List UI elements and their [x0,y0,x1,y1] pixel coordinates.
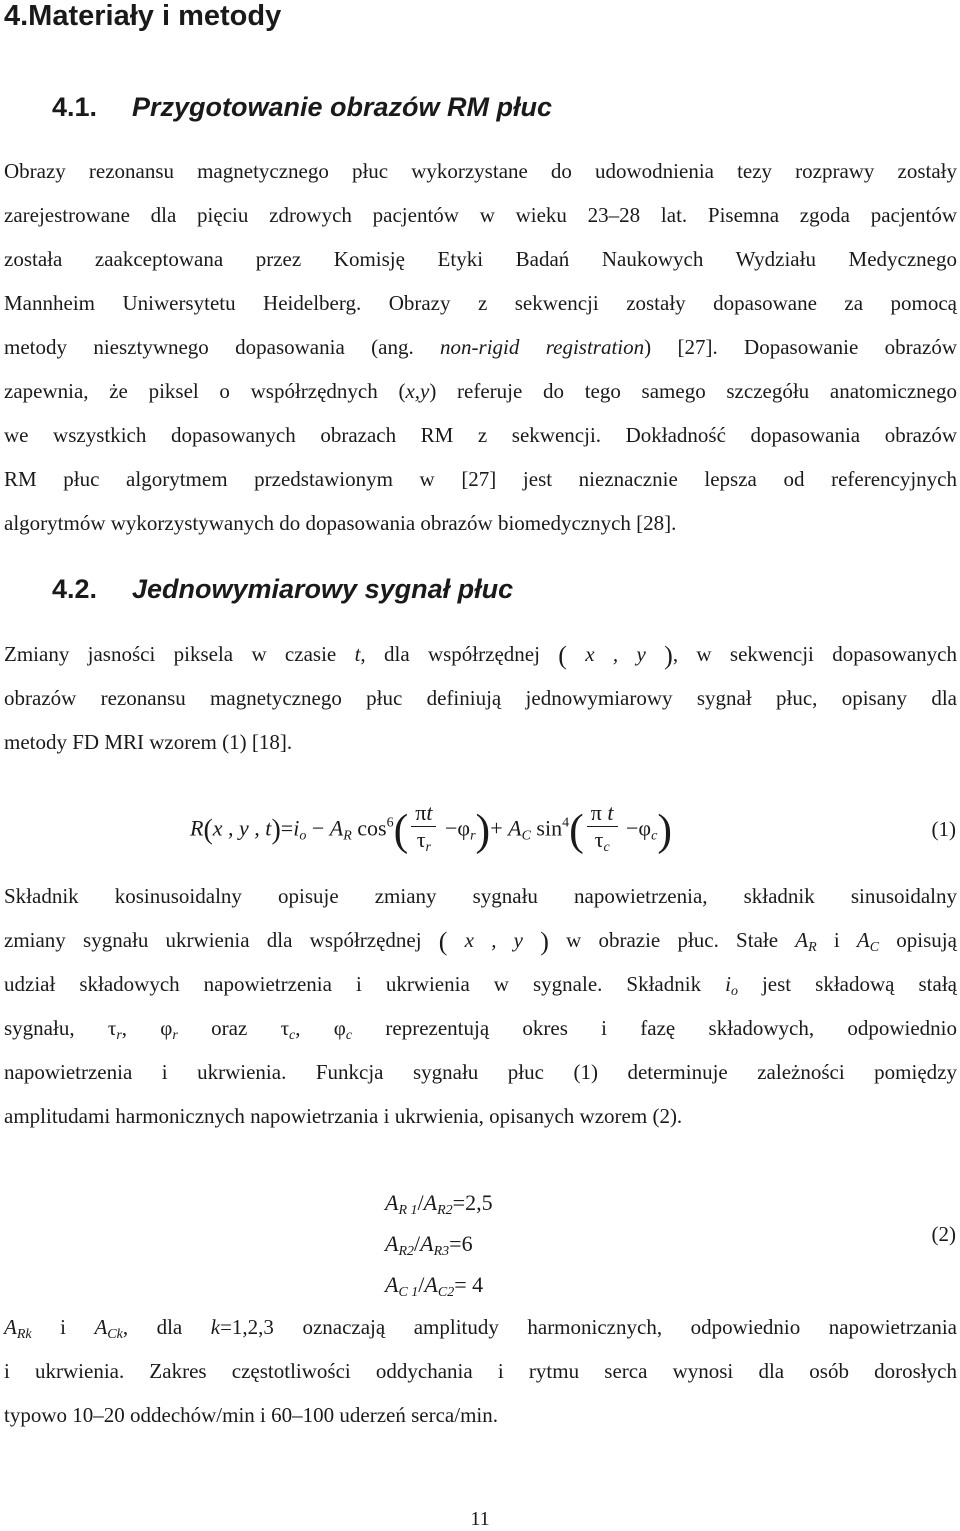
text-line: we wszystkich dopasowanych obrazach RM z sekwencji. Dokładność dopasowania obrazów [4,423,957,447]
equation-2: $A_{R 1}/A_{R2}=2,5$ $A_{R2}/A_{R3}=6$ $A_{C 1}/A_{C2}= 4$ [385,1190,493,1300]
section-heading-4-2 [52,574,513,605]
text-line: zarejestrowane dla pięciu zdrowych pacjentów w wieku 23–28 lat. Pisemna zgoda pacjentów [4,203,957,227]
paragraph-2 [4,632,957,764]
equation-1: R(x , y , $t)=i_o - A_R$ $\cos^6$( $\frac{\pi t}{\tau_r}$ $-\varphi_r)+ A_C$ $\sin^4$( $\frac{\text{π t}}{\tau_c}$ $-\varphi_c$) [190,800,672,855]
text-line: metody FD MRI wzorem (1) [18]. [4,730,293,754]
text-line: RM płuc algorytmem przedstawionym w [27] jest nieznacznie lepsza od referencyjnych [4,467,957,491]
equation-2-number: (2) [931,1222,956,1246]
text-line: Mannheim Uniwersytetu Heidelberg. Obrazy z sekwencji zostały dopasowane za pomocą [4,291,957,315]
page-number: 11 [470,1508,490,1530]
text-line: $A_{Rk}$ i $A_{Ck}$, dla k=1,2,3 oznaczają amplitudy harmonicznych, odpowiednio napowietrzania [4,1315,957,1342]
text-line: napowietrzenia i ukrwienia. Funkcja sygnału płuc (1) determinuje zależności pomiędzy [4,1060,957,1084]
text-line: udział składowych napowietrzenia i ukrwienia w sygnale. Składnik $i_o$ jest składową stałą [4,972,957,999]
text-line: metody niesztywnego dopasowania (ang. non-rigid registration) [27]. Dopasowanie obrazów [4,335,957,359]
text-line: typowo 10–20 oddechów/min i 60–100 uderzeń serca/min. [4,1403,498,1427]
text-line: zmiany sygnału ukrwienia dla współrzędnej ( x , y ) w obrazie płuc. Stałe $A_R$ i $A_C$ opisują [4,927,957,957]
chapter-heading: 4.Materiały i metody [4,0,282,32]
text-line: Składnik kosinusoidalny opisuje zmiany sygnału napowietrzenia, składnik sinusoidalny [4,884,957,908]
text-line: amplitudami harmonicznych napowietrzania i ukrwienia, opisanych wzorem (2). [4,1104,683,1128]
english-term: non-rigid registration [440,335,645,359]
section-title: Jednowymiarowy sygnał płuc [132,574,514,604]
section-heading-4-1 [52,92,552,123]
text-line: obrazów rezonansu magnetycznego płuc definiują jednowymiarowy sygnał płuc, opisany dla [4,686,957,710]
section-number: 4.2. [52,574,98,604]
paragraph-4 [4,1305,957,1437]
paragraph-1 [4,149,957,545]
section-title: Przygotowanie obrazów RM płuc [132,92,553,122]
text-line: i ukrwienia. Zakres częstotliwości oddychania i rytmu serca wynosi dla osób dorosłych [4,1359,957,1383]
text-line: zapewnia, że piksel o współrzędnych (x,y) referuje do tego samego szczegółu anatomicznego [4,379,957,403]
text-line: Obrazy rezonansu magnetycznego płuc wykorzystane do udowodnienia tezy rozprawy zostały [4,159,957,183]
coordinate-term: x,y [405,379,430,403]
text-line: sygnału, $\tau_r$, $\varphi_r$ oraz $\tau_c$, $\varphi_c$ reprezentują okres i fazę składowych, odpowiednio [4,1016,958,1043]
text-line: algorytmów wykorzystywanych do dopasowania obrazów biomedycznych [28]. [4,511,677,535]
equation-1-number: (1) [931,817,956,841]
section-number: 4.1. [52,92,98,122]
text-line: została zaakceptowana przez Komisję Etyki Badań Naukowych Wydziału Medycznego [4,247,957,271]
paragraph-3 [4,874,957,1138]
text-line: Zmiany jasności piksela w czasie t, dla współrzędnej ( x , y ), w sekwencji dopasowanych [4,641,957,671]
